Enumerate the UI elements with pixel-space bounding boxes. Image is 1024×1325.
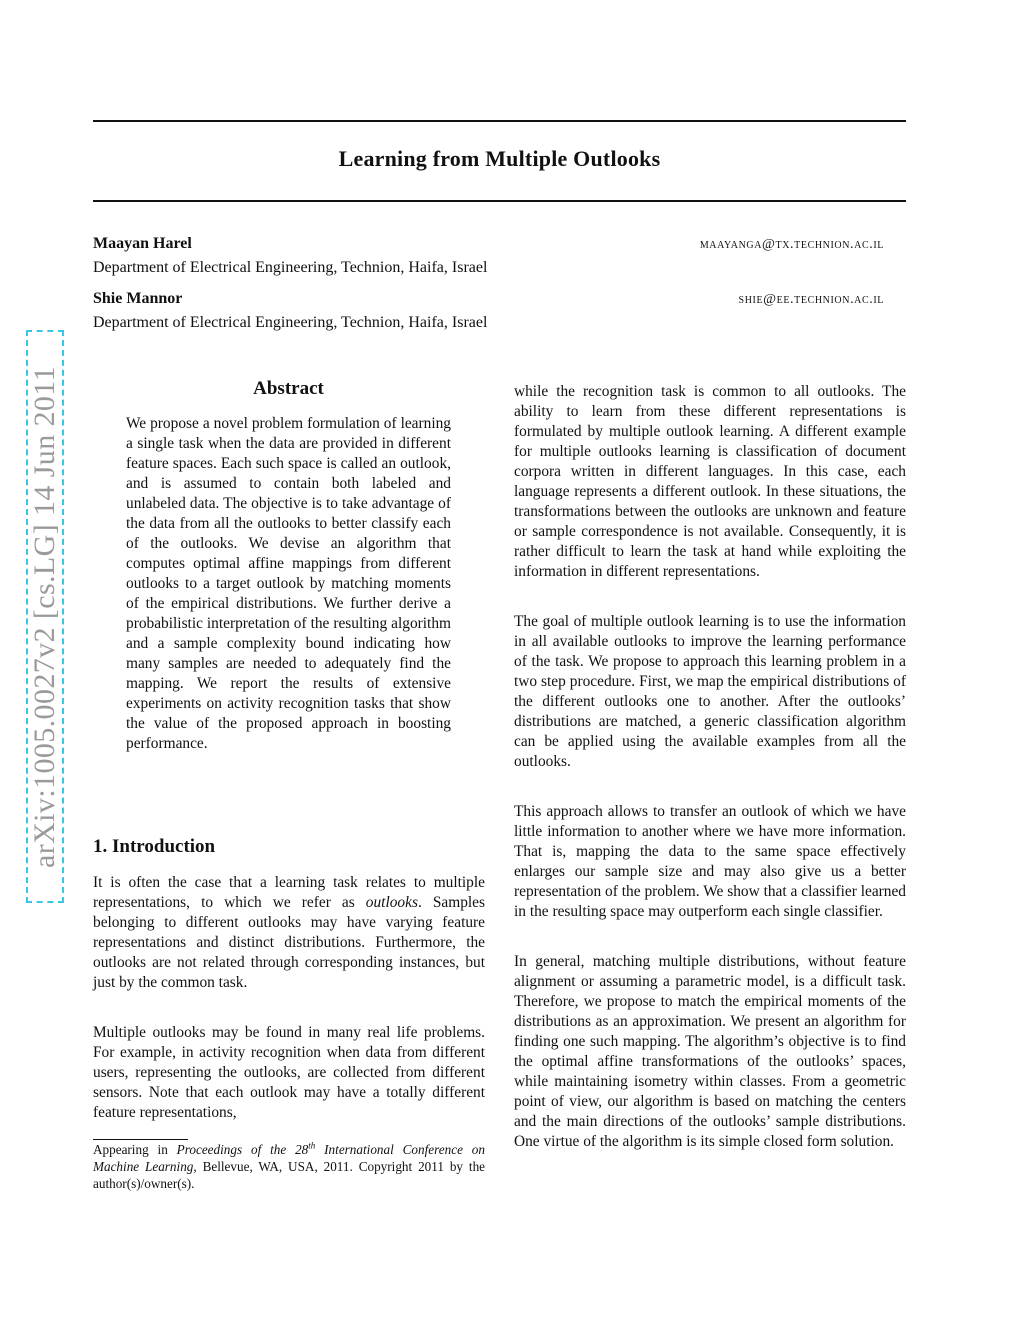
paper-title: Learning from Multiple Outlooks	[338, 146, 661, 171]
footnote-venue: Proceedings of the 28th International Conference on Machine Learning	[93, 1140, 485, 1174]
author-name-2: Shie Mannor	[93, 290, 183, 307]
intro-paragraph-3: The goal of multiple outlook learning is to use the information in all available outlooks to improve the learning performance of the task. We propose to approach this learning problem in a two step procedure. First, we map the empirical distributions of the different outlooks one to another. After the outlooks’ distributions are matched, a generic classification algorithm can be applied using the available examples from all the outlooks.	[514, 613, 906, 770]
title-bottom-rule	[93, 200, 906, 202]
intro-p1-italic: outlooks	[365, 894, 418, 911]
arxiv-stamp	[26, 330, 64, 903]
intro-paragraph-5: In general, matching multiple distributions, without feature alignment or assuming a parametric model, is a difficult task. Therefore, we propose to match the empirical moments of the distributions as an approximation. We present an algorithm for finding one such mapping. The algorithm’s objective is to find the optimal affine transformations of the outlooks’ spaces, while maintaining isometry within classes. From a geometric point of view, our algorithm is based on matching the centers and the main directions of the outlooks’ sample distributions. One virtue of the algorithm is its simple closed form solution.	[514, 953, 906, 1150]
title-top-rule	[93, 120, 906, 122]
abstract-heading: Abstract	[253, 378, 324, 399]
author-affiliation-1: Department of Electrical Engineering, Technion, Haifa, Israel	[93, 259, 488, 276]
author-name-1: Maayan Harel	[93, 235, 192, 252]
intro-paragraph-2-continued: while the recognition task is common to all outlooks. The ability to learn from these different representations is formulated by multiple outlook learning. A different example for multiple outlooks learning is classification of document corpora written in different languages. In this case, each language represents a different outlook. In these situations, the transformations between the outlooks are unknown and feature or sample correspondence is not available. Consequently, it is rather difficult to learn the task at hand while exploiting the information in different representations.	[514, 383, 906, 580]
arxiv-stamp-text: arXiv:1005.0027v2 [cs.LG] 14 Jun 2011	[28, 365, 61, 868]
footnote-venue-sup: th	[308, 1140, 316, 1151]
intro-p1-after: . Samples belonging to different outlooks may have varying feature representations and distinct distributions. Furthermore, the outlooks are not related through corresponding instances, but just by the common task.	[93, 894, 486, 991]
intro-paragraph-2: Multiple outlooks may be found in many real life problems. For example, in activity recognition when data from different users, representing the outlooks, are collected from different sensors. Note that each outlook may have a totally different feature representations,	[93, 1024, 485, 1121]
footnote-rule	[93, 1139, 188, 1140]
intro-paragraph-4: This approach allows to transfer an outlook of which we have little information to another where we have more information. That is, mapping the data to the same space effectively enlarges our sample size and may also give us a better representation of the problem. We show that a classifier learned in the resulting space may outperform each single classifier.	[514, 803, 906, 920]
footnote-location: , Bellevue, WA, USA, 2011.	[193, 1159, 353, 1174]
introduction-heading: 1. Introduction	[93, 836, 216, 857]
footnote	[93, 1141, 485, 1192]
intro-p1-before: It is often the case that a learning task relates to multiple representations, to which we refer as	[93, 874, 485, 911]
author-affiliation-2: Department of Electrical Engineering, Technion, Haifa, Israel	[93, 314, 488, 331]
intro-paragraph-1	[93, 873, 485, 993]
author-email-2: shie@ee.technion.ac.il	[738, 292, 884, 307]
footnote-prefix: Appearing in	[93, 1142, 177, 1157]
abstract-text: We propose a novel problem formulation of learning a single task when the data are provided in different feature spaces. Each such space is called an outlook, and is assumed to contain both labeled and unlabeled data. The objective is to take advantage of the data from all the outlooks to better classify each of the outlooks. We devise an algorithm that computes optimal affine mappings from different outlooks to a target outlook by matching moments of the empirical distributions. We further derive a probabilistic interpretation of the resulting algorithm and a sample complexity bound indicating how many samples are needed to adequately find the mapping. We report the results of extensive experiments on activity recognition tasks that show the value of the proposed approach in boosting performance.	[126, 415, 451, 752]
footnote-copyright: Copyright 2011 by the author(s)/owner(s).	[93, 1159, 486, 1191]
author-email-1: maayanga@tx.technion.ac.il	[699, 237, 884, 252]
